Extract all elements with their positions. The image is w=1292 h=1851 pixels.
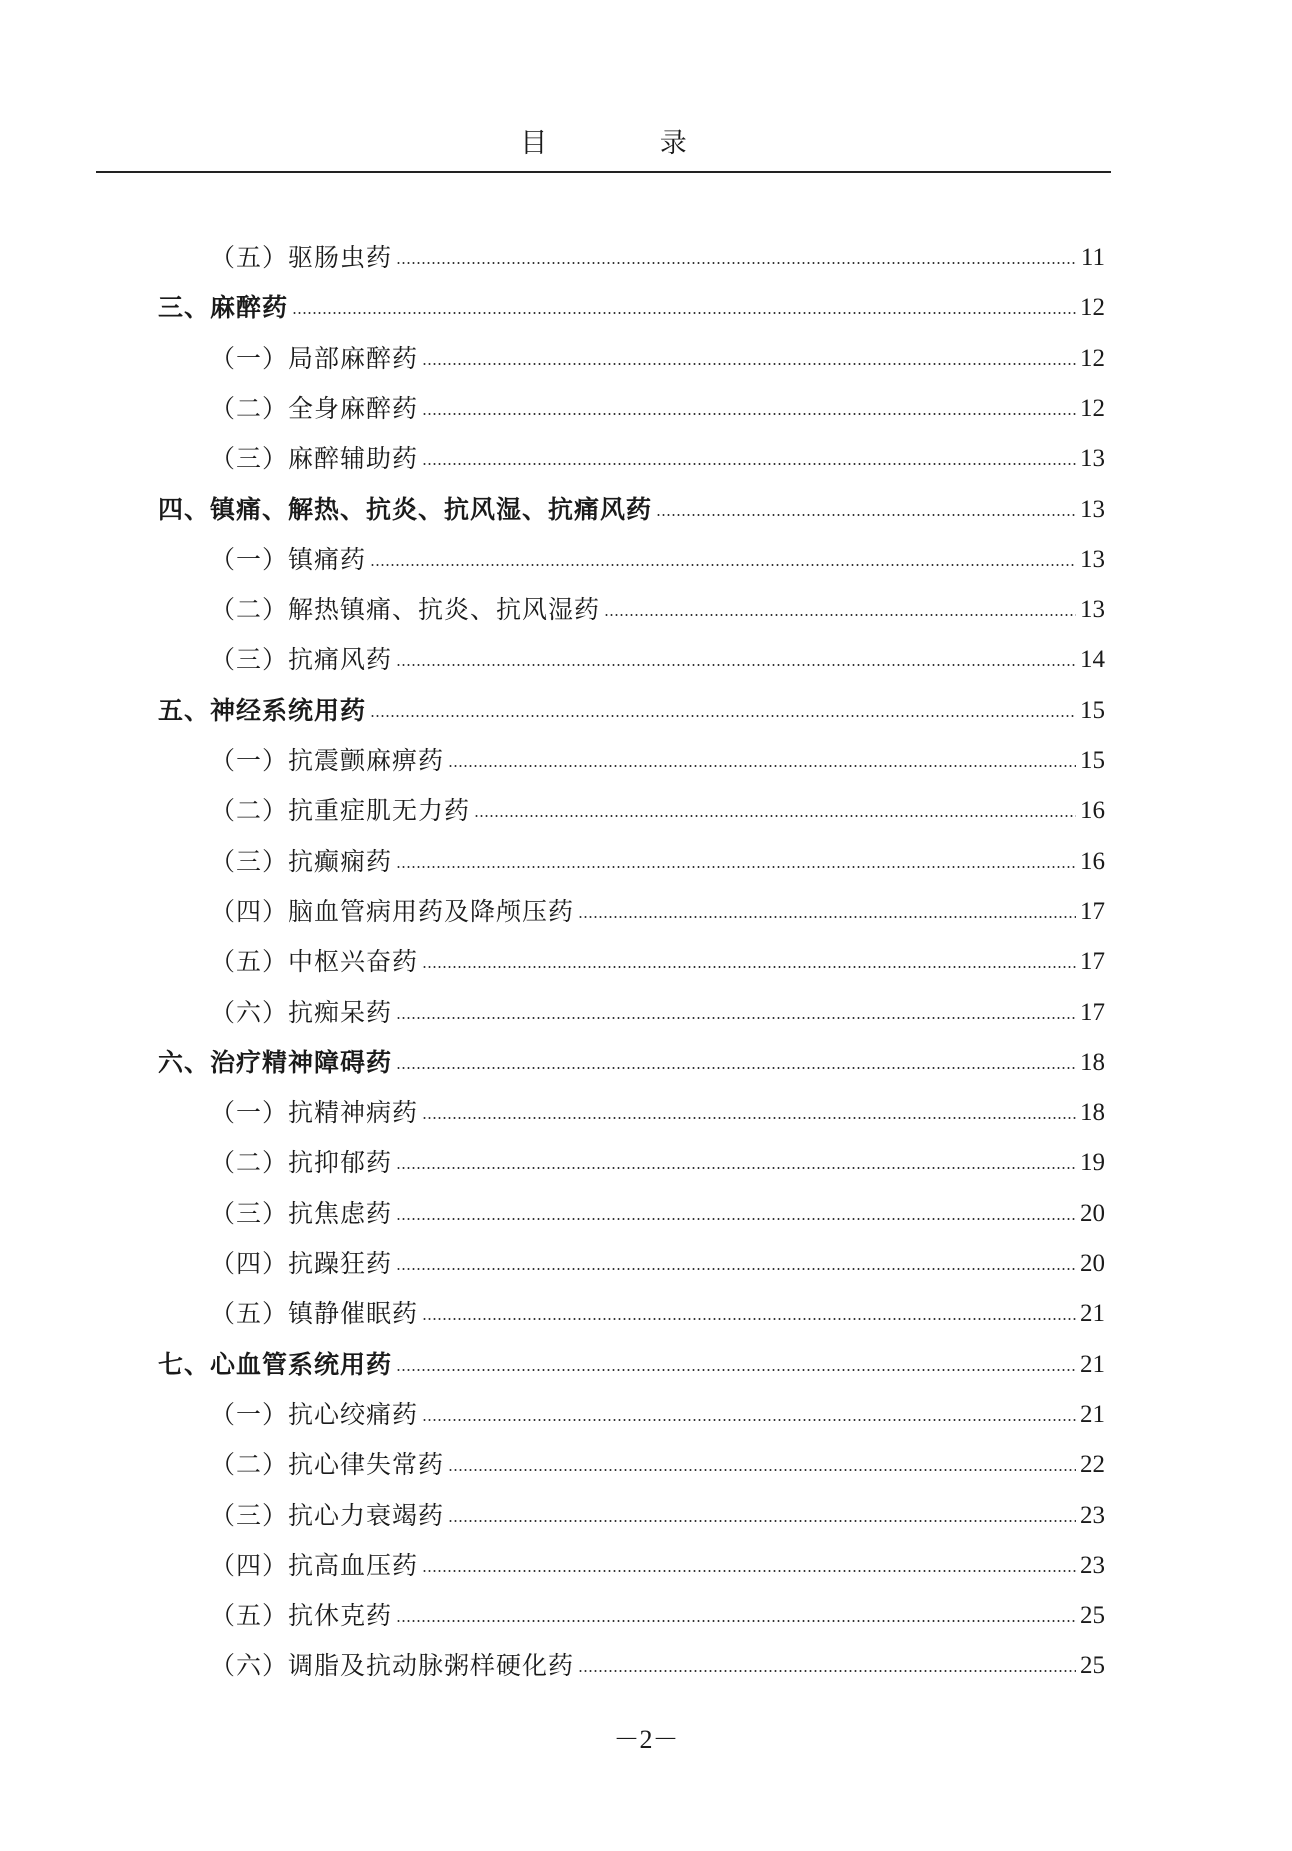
- toc-entry-title: （四）抗躁狂药: [210, 1249, 393, 1278]
- header-divider: [96, 171, 1111, 173]
- toc-leader-dots: [292, 312, 1076, 314]
- toc-leader-dots: [422, 1318, 1076, 1320]
- toc-section-entry: [210, 1294, 1105, 1334]
- toc-leader-dots: [370, 715, 1076, 717]
- toc-entry-page-number: 15: [1080, 696, 1105, 724]
- toc-section-entry: [210, 1496, 1105, 1536]
- toc-entry-page-number: 21: [1080, 1300, 1105, 1328]
- toc-entry-page-number: 14: [1080, 646, 1105, 674]
- toc-section-entry: [210, 1143, 1105, 1183]
- toc-entry-title: （一）镇痛药: [210, 544, 367, 574]
- toc-leader-dots: [396, 1167, 1076, 1169]
- toc-section-entry: [210, 1445, 1105, 1485]
- toc-leader-dots: [422, 463, 1076, 465]
- toc-section-entry: [210, 339, 1105, 379]
- toc-entry-page-number: 21: [1080, 1400, 1105, 1428]
- toc-entry-title: （二）抗抑郁药: [210, 1148, 393, 1178]
- toc-entry-page-number: 11: [1080, 244, 1105, 271]
- toc-entry-page-number: 23: [1080, 1551, 1105, 1579]
- toc-section-entry: [210, 1093, 1105, 1133]
- toc-leader-dots: [396, 1268, 1076, 1270]
- toc-entry-page-number: 18: [1080, 1099, 1105, 1127]
- toc-entry-title: 六、治疗精神障碍药: [158, 1047, 393, 1077]
- toc-leader-dots: [422, 413, 1076, 415]
- toc-entry-title: （四）抗高血压药: [210, 1550, 419, 1580]
- toc-entry-page-number: 16: [1080, 797, 1105, 825]
- toc-entry-page-number: 22: [1080, 1451, 1105, 1479]
- toc-chapter-entry: [158, 490, 1105, 530]
- toc-entry-page-number: 13: [1080, 545, 1105, 573]
- toc-section-entry: [210, 540, 1105, 580]
- toc-entry-page-number: 21: [1080, 1350, 1105, 1378]
- toc-leader-dots: [370, 564, 1076, 566]
- toc-entry-page-number: 13: [1080, 495, 1105, 523]
- toc-section-entry: [210, 791, 1105, 831]
- toc-entry-title: （五）中枢兴奋药: [210, 947, 419, 977]
- toc-entry-title: （二）抗心律失常药: [210, 1450, 445, 1480]
- toc-entry-page-number: 16: [1080, 847, 1105, 875]
- toc-leader-dots: [448, 1520, 1076, 1522]
- toc-entry-page-number: 17: [1080, 948, 1105, 976]
- toc-section-entry: [210, 1244, 1105, 1284]
- toc-entry-title: （三）麻醉辅助药: [210, 444, 419, 474]
- toc-section-entry: [210, 640, 1105, 680]
- toc-entry-title: 三、麻醉药: [158, 293, 289, 323]
- toc-leader-dots: [422, 966, 1076, 968]
- toc-entry-title: （三）抗焦虑药: [210, 1198, 393, 1228]
- toc-leader-dots: [422, 1117, 1076, 1119]
- toc-section-entry: [210, 842, 1105, 882]
- toc-entry-page-number: 17: [1080, 897, 1105, 925]
- toc-chapter-entry: [158, 1043, 1105, 1083]
- toc-entry-page-number: 20: [1080, 1250, 1105, 1277]
- toc-entry-title: （六）调脂及抗动脉粥样硬化药: [210, 1651, 575, 1681]
- toc-section-entry: [210, 590, 1105, 630]
- toc-entry-page-number: 25: [1080, 1652, 1105, 1680]
- toc-entry-title: （二）解热镇痛、抗炎、抗风湿药: [210, 595, 601, 625]
- page-number: －2－: [613, 1725, 679, 1754]
- toc-entry-title: （一）抗心绞痛药: [210, 1399, 419, 1429]
- toc-entry-page-number: 18: [1080, 1048, 1105, 1076]
- toc-leader-dots: [396, 1218, 1076, 1220]
- toc-chapter-entry: [158, 288, 1105, 328]
- toc-entry-title: （一）抗震颤麻痹药: [210, 746, 445, 775]
- toc-leader-dots: [422, 1570, 1076, 1572]
- toc-entry-title: （一）抗精神病药: [210, 1098, 419, 1128]
- toc-section-entry: [210, 1596, 1105, 1636]
- toc-leader-dots: [396, 1369, 1076, 1371]
- toc-entry-title: （二）全身麻醉药: [210, 393, 419, 423]
- toc-leader-dots: [448, 1469, 1076, 1471]
- toc-entry-title: （一）局部麻醉药: [210, 343, 419, 373]
- toc-chapter-entry: [158, 1345, 1105, 1385]
- toc-leader-dots: [656, 514, 1076, 516]
- page-header-title: 目 录: [520, 128, 739, 159]
- toc-section-entry: [210, 1646, 1105, 1686]
- toc-leader-dots: [578, 916, 1076, 918]
- toc-section-entry: [210, 1395, 1105, 1435]
- toc-entry-page-number: 12: [1080, 294, 1105, 322]
- toc-section-entry: [210, 993, 1105, 1033]
- toc-entry-page-number: 15: [1080, 747, 1105, 774]
- toc-section-entry: [210, 741, 1105, 781]
- toc-entry-page-number: 12: [1080, 344, 1105, 372]
- toc-entry-title: （二）抗重症肌无力药: [210, 796, 471, 826]
- toc-leader-dots: [396, 1067, 1076, 1069]
- toc-entry-page-number: 13: [1080, 596, 1105, 624]
- toc-entry-title: 五、神经系统用药: [158, 695, 367, 725]
- toc-entry-page-number: 23: [1080, 1501, 1105, 1529]
- toc-entry-title: （五）驱肠虫药: [210, 243, 393, 272]
- toc-entry-title: （五）抗休克药: [210, 1601, 393, 1631]
- toc-section-entry: [210, 389, 1105, 429]
- toc-entry-page-number: 17: [1080, 998, 1105, 1026]
- toc-leader-dots: [604, 614, 1076, 616]
- toc-leader-dots: [396, 664, 1076, 666]
- toc-leader-dots: [474, 815, 1076, 817]
- toc-leader-dots: [448, 765, 1076, 767]
- toc-entry-page-number: 25: [1080, 1602, 1105, 1630]
- toc-entry-page-number: 20: [1080, 1199, 1105, 1227]
- toc-entry-title: （四）脑血管病用药及降颅压药: [210, 896, 575, 926]
- toc-section-entry: [210, 892, 1105, 932]
- toc-leader-dots: [396, 1017, 1076, 1019]
- toc-entry-title: 四、镇痛、解热、抗炎、抗风湿、抗痛风药: [158, 494, 653, 524]
- toc-entry-title: （六）抗痴呆药: [210, 997, 393, 1027]
- toc-entry-page-number: 19: [1080, 1149, 1105, 1177]
- toc-leader-dots: [422, 1419, 1076, 1421]
- toc-leader-dots: [422, 363, 1076, 365]
- toc-entry-title: （三）抗癫痫药: [210, 846, 393, 876]
- toc-section-entry: [210, 942, 1105, 982]
- toc-entry-title: （三）抗心力衰竭药: [210, 1500, 445, 1530]
- toc-chapter-entry: [158, 691, 1105, 731]
- toc-section-entry: [210, 1194, 1105, 1234]
- toc-section-entry: [210, 1546, 1105, 1586]
- toc-entry-page-number: 13: [1080, 445, 1105, 473]
- toc-leader-dots: [396, 866, 1076, 868]
- toc-entry-page-number: 12: [1080, 394, 1105, 422]
- toc-section-entry: [210, 238, 1105, 278]
- toc-leader-dots: [578, 1670, 1076, 1672]
- toc-entry-title: （三）抗痛风药: [210, 645, 393, 675]
- toc-entry-title: 七、心血管系统用药: [158, 1349, 393, 1379]
- toc-section-entry: [210, 439, 1105, 479]
- toc-leader-dots: [396, 1620, 1076, 1622]
- toc-entry-title: （五）镇静催眠药: [210, 1299, 419, 1329]
- toc-leader-dots: [396, 262, 1077, 264]
